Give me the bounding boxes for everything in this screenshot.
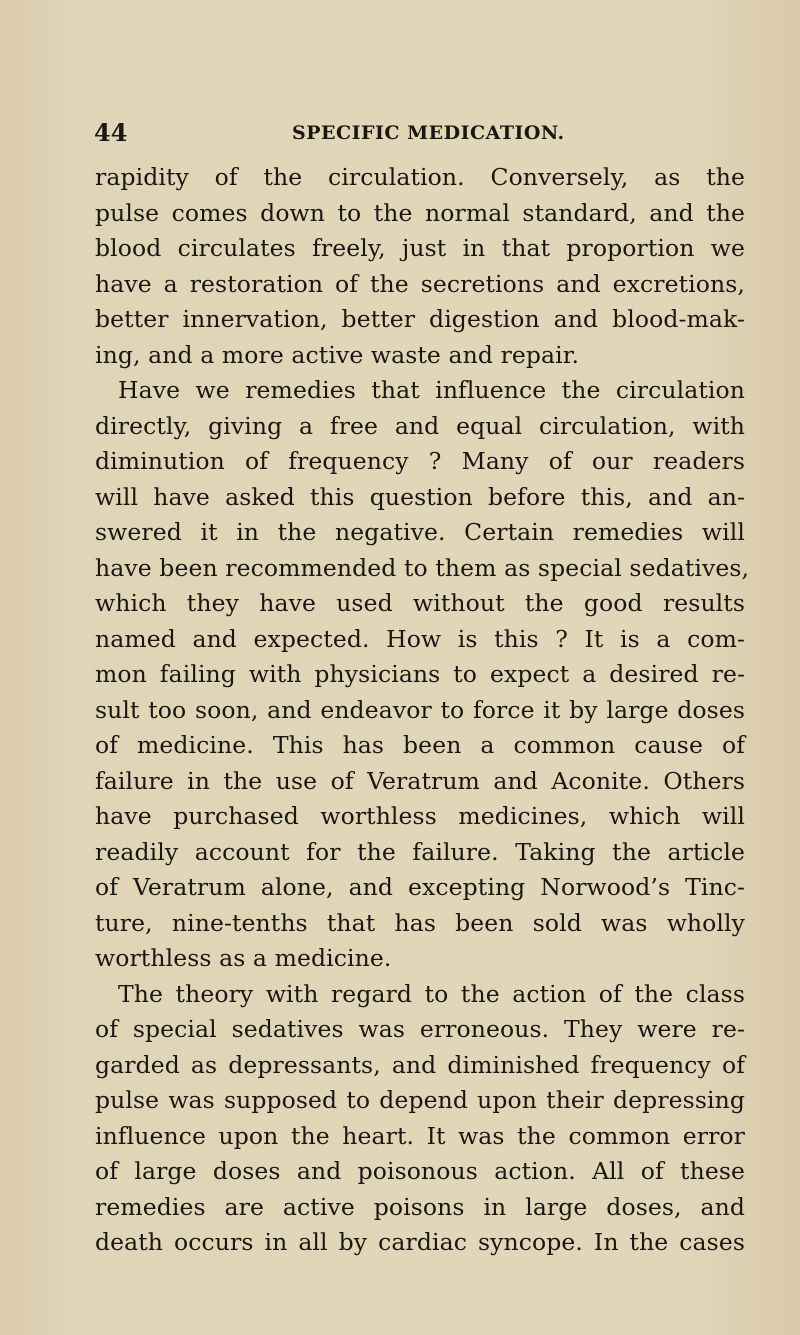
running-head: SPECIFIC MEDICATION. (292, 122, 565, 144)
text-line: pulse comes down to the normal standard, and the (95, 198, 745, 227)
text-line: sult too soon, and endeavor to force it by large doses (95, 695, 745, 724)
text-line: mon failing with physicians to expect a desired re- (95, 660, 745, 688)
text-line: pulse was supposed to depend upon their depressing (95, 1086, 745, 1114)
text-line: rapidity of the circulation. Conversely, as the (95, 163, 745, 191)
text-line: readily account for the failure. Taking the article (95, 837, 745, 866)
text-line: directly, giving a free and equal circulation, with (95, 411, 745, 440)
text-line: of medicine. This has been a common cause of (95, 731, 745, 759)
text-line: Have we remedies that influence the circulation (118, 376, 745, 404)
text-line: have a restoration of the secretions and excretions, (95, 269, 745, 298)
text-line: garded as depressants, and diminished frequency of (95, 1050, 745, 1079)
text-line: remedies are active poisons in large doses, and (95, 1192, 745, 1221)
text-line: of Veratrum alone, and excepting Norwood’s Tinc- (95, 873, 745, 901)
text-line: of special sedatives was erroneous. They were re- (95, 1015, 745, 1043)
page-number: 44 (94, 118, 128, 147)
text-line: better innervation, better digestion and blood-mak- (95, 305, 745, 333)
text-line: ing, and a more active waste and repair. (95, 340, 580, 369)
text-line: blood circulates freely, just in that proportion we (95, 234, 745, 262)
page-header (94, 118, 744, 146)
text-line: have purchased worthless medicines, which will (95, 802, 745, 830)
text-line: The theory with regard to the action of the class (118, 979, 745, 1008)
text-line: ture, nine-tenths that has been sold was wholly (95, 908, 745, 937)
text-line: worthless as a medicine. (95, 944, 392, 972)
text-line: of large doses and poisonous action. All of these (95, 1157, 745, 1185)
text-line: named and expected. How is this ? It is a com- (95, 624, 745, 653)
text-line: which they have used without the good results (95, 589, 745, 617)
text-line: swered it in the negative. Certain remedies will (95, 518, 745, 546)
text-line: failure in the use of Veratrum and Aconite. Others (95, 766, 745, 795)
text-line: death occurs in all by cardiac syncope. In the cases (95, 1228, 745, 1256)
body-text (95, 160, 750, 1261)
text-line: have been recommended to them as special sedatives, (95, 553, 750, 582)
text-line: diminution of frequency ? Many of our readers (95, 447, 745, 475)
text-line: influence upon the heart. It was the common error (95, 1121, 745, 1150)
text-line: will have asked this question before this, and an- (95, 482, 745, 511)
